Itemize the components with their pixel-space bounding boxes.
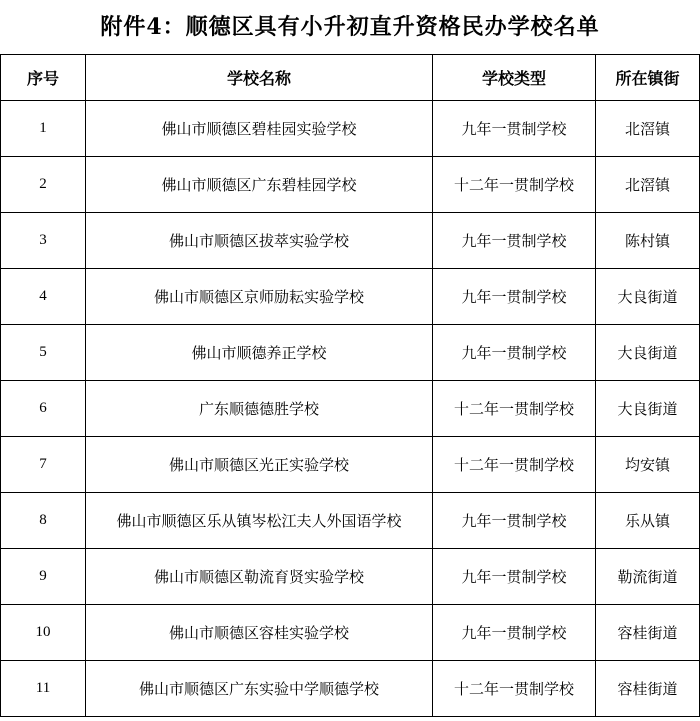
cell-town: 均安镇	[596, 437, 700, 493]
cell-school-type: 十二年一贯制学校	[433, 437, 596, 493]
table-row	[1, 549, 700, 605]
cell-school-type: 九年一贯制学校	[433, 549, 596, 605]
cell-school-name: 佛山市顺德区光正实验学校	[86, 437, 433, 493]
cell-seq: 2	[1, 157, 86, 213]
cell-school-name: 佛山市顺德区广东碧桂园学校	[86, 157, 433, 213]
cell-school-type: 九年一贯制学校	[433, 605, 596, 661]
table-row	[1, 661, 700, 717]
cell-school-name: 佛山市顺德区拔萃实验学校	[86, 213, 433, 269]
table-row	[1, 269, 700, 325]
cell-seq: 4	[1, 269, 86, 325]
cell-school-name: 佛山市顺德区乐从镇岑松江夫人外国语学校	[86, 493, 433, 549]
cell-seq: 11	[1, 661, 86, 717]
cell-school-name: 佛山市顺德区京师励耘实验学校	[86, 269, 433, 325]
cell-town: 大良街道	[596, 269, 700, 325]
table-row	[1, 605, 700, 661]
cell-seq: 6	[1, 381, 86, 437]
cell-school-name: 佛山市顺德区勒流育贤实验学校	[86, 549, 433, 605]
cell-school-name: 佛山市顺德养正学校	[86, 325, 433, 381]
cell-school-type: 九年一贯制学校	[433, 325, 596, 381]
cell-town: 勒流街道	[596, 549, 700, 605]
cell-seq: 1	[1, 101, 86, 157]
cell-town: 陈村镇	[596, 213, 700, 269]
cell-town: 容桂街道	[596, 661, 700, 717]
header-school-type: 学校类型	[433, 55, 596, 101]
table-row	[1, 157, 700, 213]
cell-town: 北滘镇	[596, 101, 700, 157]
cell-town: 容桂街道	[596, 605, 700, 661]
cell-town: 北滘镇	[596, 157, 700, 213]
cell-seq: 5	[1, 325, 86, 381]
cell-school-type: 十二年一贯制学校	[433, 381, 596, 437]
cell-school-type: 十二年一贯制学校	[433, 157, 596, 213]
cell-school-name: 佛山市顺德区碧桂园实验学校	[86, 101, 433, 157]
cell-seq: 7	[1, 437, 86, 493]
cell-school-name: 佛山市顺德区容桂实验学校	[86, 605, 433, 661]
cell-town: 大良街道	[596, 381, 700, 437]
cell-seq: 10	[1, 605, 86, 661]
table-row	[1, 381, 700, 437]
table-row	[1, 325, 700, 381]
cell-school-type: 九年一贯制学校	[433, 213, 596, 269]
table-row	[1, 213, 700, 269]
cell-seq: 8	[1, 493, 86, 549]
cell-town: 乐从镇	[596, 493, 700, 549]
school-table	[0, 54, 700, 717]
header-town: 所在镇街	[596, 55, 700, 101]
cell-school-name: 佛山市顺德区广东实验中学顺德学校	[86, 661, 433, 717]
table-header-row	[1, 55, 700, 101]
header-school-name: 学校名称	[86, 55, 433, 101]
cell-town: 大良街道	[596, 325, 700, 381]
table-row	[1, 493, 700, 549]
cell-school-type: 九年一贯制学校	[433, 493, 596, 549]
cell-seq: 9	[1, 549, 86, 605]
table-row	[1, 437, 700, 493]
cell-school-name: 广东顺德德胜学校	[86, 381, 433, 437]
table-row	[1, 101, 700, 157]
cell-school-type: 九年一贯制学校	[433, 101, 596, 157]
document-title: 附件4：顺德区具有小升初直升资格民办学校名单	[100, 14, 600, 40]
header-seq: 序号	[1, 55, 86, 101]
cell-seq: 3	[1, 213, 86, 269]
cell-school-type: 九年一贯制学校	[433, 269, 596, 325]
cell-school-type: 十二年一贯制学校	[433, 661, 596, 717]
